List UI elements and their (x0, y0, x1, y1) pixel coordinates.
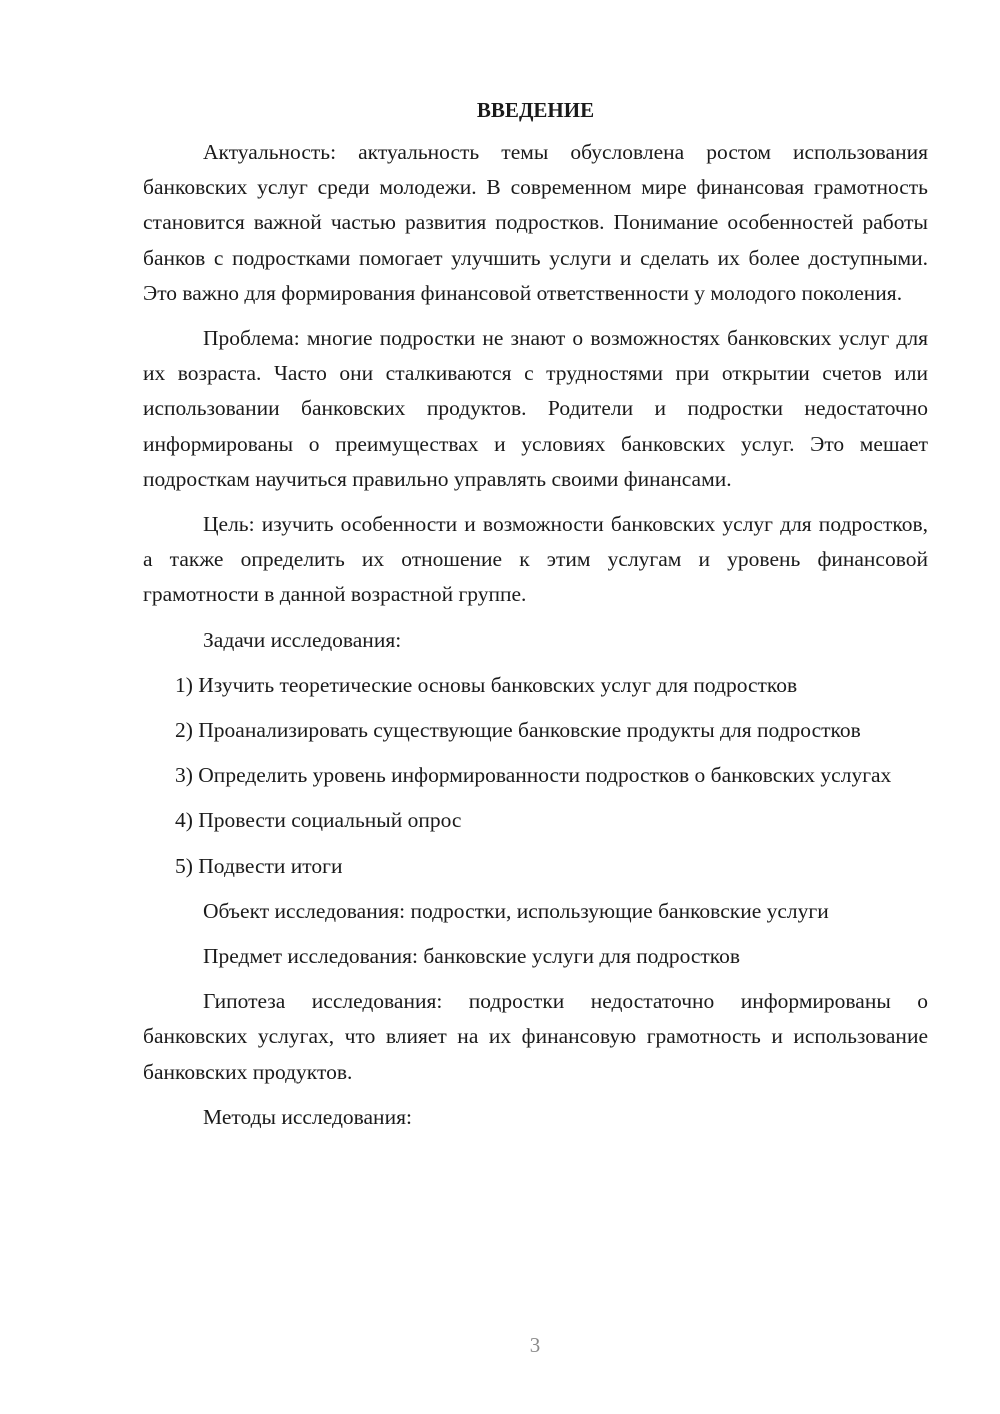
task-item: 1) Изучить теоретические основы банковских услуг для подростков (175, 672, 798, 697)
task-item: 2) Проанализировать существующие банковские продукты для подростков (175, 718, 861, 743)
page-number: 3 (529, 1333, 541, 1357)
document-title: ВВЕДЕНИЕ (476, 98, 595, 122)
task-item: 5) Подвести итоги (175, 853, 343, 878)
paragraph-problem: Проблема: многие подростки не знают о возможностях банковских услуг для их возраста. Часто они сталкиваются с трудностями при открытии счетов или использовании банковских продуктов. Родители и подростки недостаточно информированы о преимуществах и условиях банковских услуг. Это мешает подросткам научиться правильно управлять своими финансами. (143, 326, 928, 491)
paragraph-tasks-heading: Задачи исследования: (203, 627, 402, 652)
paragraph-methods: Методы исследования: (203, 1104, 412, 1129)
document-page (143, 92, 928, 1135)
paragraph-goal: Цель: изучить особенности и возможности банковских услуг для подростков, а также определить их отношение к этим услугам и уровень финансовой грамотности в данной возрастной группе. (143, 512, 928, 607)
paragraph-relevance: Актуальность: актуальность темы обусловлена ростом использования банковских услуг среди молодежи. В современном мире финансовая грамотность становится важной частью развития подростков. Понимание особенностей работы банков с подростками помогает улучшить услуги и сделать их более доступными. Это важно для формирования финансовой ответственности у молодого поколения. (143, 140, 928, 305)
paragraph-object: Объект исследования: подростки, использующие банковские услуги (203, 898, 829, 923)
paragraph-subject: Предмет исследования: банковские услуги для подростков (203, 944, 741, 969)
task-item: 3) Определить уровень информированности подростков о банковских услугах (175, 763, 892, 788)
paragraph-hypothesis: Гипотеза исследования: подростки недостаточно информированы о банковских услугах, что влияет на их финансовую грамотность и использование банковских продуктов. (143, 989, 928, 1084)
task-item: 4) Провести социальный опрос (175, 808, 462, 833)
